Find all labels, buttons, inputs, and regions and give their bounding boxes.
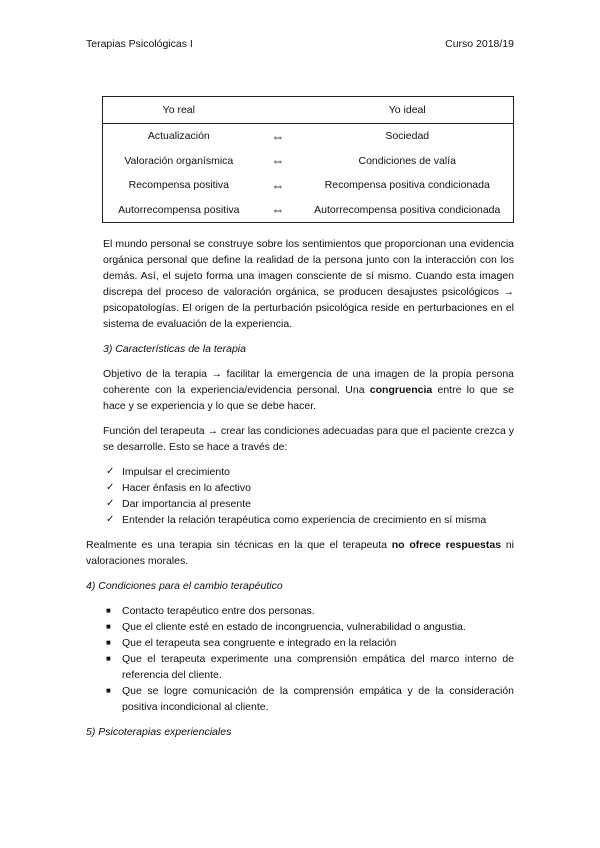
- square-bullet-icon: ■: [106, 686, 111, 695]
- list-item-text: Que se logre comunicación de la comprensión empática y de la consideración positiva incondicional al cliente.: [122, 685, 514, 713]
- table-row: [103, 149, 514, 174]
- table-cell-left: Autorrecompensa positiva: [103, 198, 255, 223]
- paragraph-sin-tecnicas: [86, 537, 514, 569]
- list-item-text: Hacer énfasis en lo afectivo: [122, 482, 251, 494]
- list-item: [86, 619, 514, 635]
- table-row: [103, 198, 514, 223]
- checkmark-icon: ✓: [106, 498, 115, 509]
- double-arrow-icon: ⇔: [271, 153, 285, 169]
- double-arrow-icon: ⇔: [255, 198, 302, 223]
- list-item: [86, 496, 514, 512]
- table-cell-right: Sociedad: [301, 124, 513, 149]
- table-header-row: [103, 97, 514, 124]
- bold-term-no-ofrece: no ofrece respuestas: [391, 539, 502, 551]
- list-item-text: Entender la relación terapéutica como experiencia de crecimiento en sí misma: [122, 514, 487, 526]
- section-title-condiciones: 4) Condiciones para el cambio terapéutico: [86, 580, 283, 592]
- double-arrow-icon: ⇔: [271, 128, 285, 144]
- table-cell-right: Condiciones de valía: [301, 149, 513, 174]
- bold-term-congruencia: congruencia: [369, 384, 433, 396]
- table-cell-right: Recompensa positiva condicionada: [301, 173, 513, 198]
- square-bullet-icon: ■: [106, 638, 111, 647]
- list-item: [86, 512, 514, 528]
- list-item-text: Que el terapeuta sea congruente e integrado en la relación: [122, 637, 397, 649]
- square-bullet-icon: ■: [106, 654, 111, 663]
- list-item: [86, 635, 514, 651]
- table-cell-left: Recompensa positiva: [103, 173, 255, 198]
- checkmark-list: [86, 464, 514, 528]
- running-header-right: Curso 2018/19: [445, 38, 514, 50]
- section-title-psicoterapias: 5) Psicoterapias experienciales: [86, 726, 232, 738]
- double-arrow-icon: ⇔: [271, 177, 285, 193]
- table-cell-left: Valoración organísmica: [103, 149, 255, 174]
- table-cell-left: Actualización: [103, 124, 255, 149]
- list-item: [86, 683, 514, 715]
- list-item: [86, 464, 514, 480]
- text-run: entre lo que se hace y se experiencia y lo que se debe hacer.: [103, 384, 514, 412]
- paragraph-funcion-terapeuta: Función del terapeuta → crear las condiciones adecuadas para que el paciente crezca y se desarrolle. Esto se hace a través de:: [103, 425, 514, 453]
- document-body: [86, 236, 514, 749]
- col-header-spacer: [255, 97, 302, 124]
- list-item-text: Que el cliente esté en estado de incongruencia, vulnerabilidad o angustia.: [122, 621, 466, 633]
- checkmark-icon: ✓: [106, 482, 115, 493]
- bullet-list: [86, 603, 514, 715]
- text-run: ni valoraciones morales.: [86, 539, 514, 567]
- running-header-left: Terapias Psicológicas I: [86, 38, 193, 50]
- comparison-table: [102, 96, 514, 223]
- text-run: Realmente es una terapia sin técnicas en la que el terapeuta: [86, 539, 392, 551]
- paragraph-mundo-personal: El mundo personal se construye sobre los sentimientos que proporcionan una evidencia orgánica personal que define la realidad de la persona junto con la interacción con los demás. Así, el sujeto forma una imagen consciente de sí mismo. Cuando esta imagen discrepa del proceso de valoración orgánica, se producen desajustes psicológicos → psicopatologías. El origen de la perturbación psicológica reside en perturbaciones en el sistema de evaluación de la experiencia.: [103, 238, 514, 330]
- list-item: [86, 603, 514, 619]
- list-item-text: Que el terapeuta experimente una comprensión empática del marco interno de referencia del cliente.: [122, 653, 514, 681]
- text-run: Objetivo de la terapia → facilitar la emergencia de una imagen de la propia persona coherente con la experiencia/evidencia personal. Una: [103, 368, 514, 396]
- list-item-text: Impulsar el crecimiento: [122, 466, 230, 478]
- col-header-yo-ideal: Yo ideal: [301, 97, 513, 124]
- square-bullet-icon: ■: [106, 622, 111, 631]
- table-row: [103, 124, 514, 149]
- paragraph-objetivo: [86, 366, 514, 414]
- list-item-text: Dar importancia al presente: [122, 498, 251, 510]
- list-item: [86, 651, 514, 683]
- square-bullet-icon: ■: [106, 606, 111, 615]
- table-row: [103, 173, 514, 198]
- list-item: [86, 480, 514, 496]
- checkmark-icon: ✓: [106, 514, 115, 525]
- checkmark-icon: ✓: [106, 466, 115, 477]
- list-item-text: Contacto terapéutico entre dos personas.: [122, 605, 315, 617]
- section-title-caracteristicas: 3) Características de la terapia: [103, 343, 246, 355]
- table-cell-right: Autorrecompensa positiva condicionada: [301, 198, 513, 223]
- col-header-yo-real: Yo real: [103, 97, 255, 124]
